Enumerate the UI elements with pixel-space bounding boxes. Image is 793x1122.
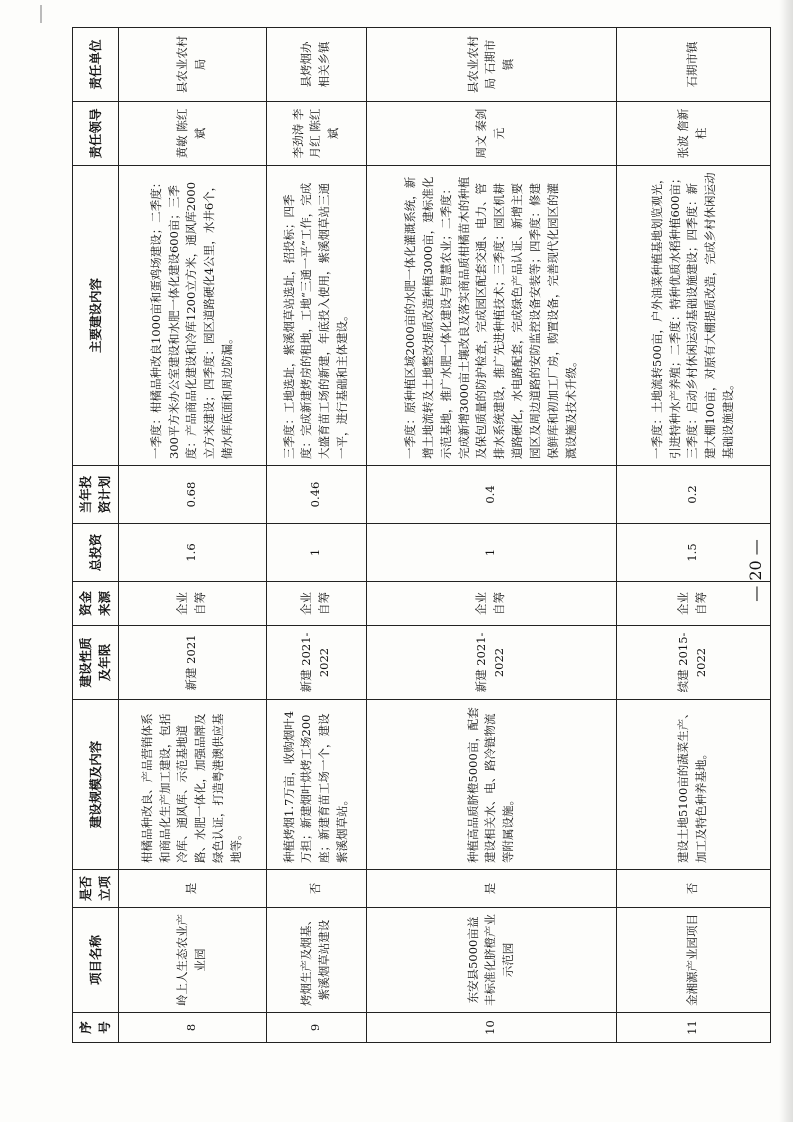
cell-annual: 0.68 [118,466,266,524]
cell-leader: 张波 詹新柱 [616,102,770,166]
header-annual: 当年投资计划 [73,466,119,524]
scan-edge-shadow [779,0,793,1122]
header-main: 主要建设内容 [73,166,119,466]
cell-annual: 0.4 [366,466,616,524]
header-leader: 责任领导 [73,102,119,166]
cell-leader: 黄敏 陈红斌 [118,102,266,166]
cell-scale: 种植高品质脐橙5000亩，配套建设相关水、电、路冷链物流等附属设施。 [366,700,616,870]
cell-main: 三季度：工地选址，紫溪烟草站选址，招投标；四季度：完成新建烤房的租地，工地“三通一平”工作，完成大盛育苗工场的新建，年底投入使用，紫溪烟草站三通一平，进行基础和主体建设。 [266,166,366,466]
cell-main: 一季度：原种植区域2000亩的水肥一体化灌溉系统，新增土地流转及土地整改提质改造种植3000亩，建标准化示范基地，推广水肥一体化建设与智慧农业；二季度：完成新增3000亩土壤改良及落实商品质柑橘苗木的种植及保包质量的防护检查，完成园区配套交通、电力、管排水系统建设，推广先进种植技术；三季度：园区机耕道路硬化，水电路配套，完成绿色产品认证、新增主要园区及周边道路的安防监控设备安装等；四季度：修建保鲜库和初加工厂房，购置设备，完善现代化园区的灌溉设施及技术升级。 [366,166,616,466]
cell-nature: 新建 2021 [118,626,266,700]
cell-approved: 否 [266,870,366,908]
cell-total: 1.5 [616,524,770,582]
cell-name: 金湘源产业园项目 [616,908,770,1013]
cell-total: 1.6 [118,524,266,582]
cell-name: 东安县5000亩益丰标准化脐橙产业示范园 [366,908,616,1013]
cell-unit: 县烤烟办 相关乡镇 [266,28,366,102]
cell-nature: 新建 2021-2022 [266,626,366,700]
cell-total: 1 [266,524,366,582]
cell-main: 一季度：土地流转500亩，户外油菜种植基地划览观光，引进特种水产养殖；二季度：特种优质水稻种植600亩；三季度：启动乡村休闲运动基础设施建设；四季度：新建大棚100亩，对原有大棚提质改造，完成乡村休闲运动基础设施建设。 [616,166,770,466]
header-approved: 是否立项 [73,870,119,908]
header-total: 总投资 [73,524,119,582]
scan-mark [40,5,42,23]
page-number [735,540,775,600]
header-no: 序号 [73,1013,119,1043]
cell-no: 11 [616,1013,770,1043]
table-row [616,28,770,1043]
cell-source: 企业自筹 [266,582,366,626]
table-row [118,28,266,1043]
cell-no: 9 [266,1013,366,1043]
cell-approved: 否 [616,870,770,908]
cell-approved: 是 [366,870,616,908]
cell-unit: 石期市镇 [616,28,770,102]
cell-source: 企业自筹 [366,582,616,626]
project-table [72,27,771,1043]
cell-nature: 续建 2015-2022 [616,626,770,700]
header-nature: 建设性质及年限 [73,626,119,700]
table-row [266,28,366,1043]
rotated-table-frame [72,28,766,1043]
cell-total: 1 [366,524,616,582]
cell-main: 一季度：柑橘品种改良1000亩和蛋鸡场建设；二季度：300平方米办公室建设和水肥一体化建设600亩；三季度：产品商品化建设和冷库1200立方米，通风库2000立方米建设；四季度：园区道路硬化4公里，水井6个，储水库底面和周边防漏。 [118,166,266,466]
cell-scale: 种植烤烟1.7万亩，收购烟叶4万担；新建烟叶烘烤工场200座；新建育苗工场一个，建设紫溪烟草站。 [266,700,366,870]
cell-annual: 0.46 [266,466,366,524]
header-source: 资金来源 [73,582,119,626]
table-header-row [73,28,119,1043]
header-name: 项目名称 [73,908,119,1013]
table-row [366,28,616,1043]
header-scale: 建设规模及内容 [73,700,119,870]
cell-unit: 县农业农村局 [118,28,266,102]
rotated-table-wrapper [72,28,766,1043]
cell-no: 8 [118,1013,266,1043]
header-unit: 责任单位 [73,28,119,102]
cell-source: 企业自筹 [616,582,770,626]
page-number-text: — 20 — [745,538,765,602]
cell-scale: 柑橘品种改良、产品营销体系和商品化生产加工建设，包括冷库、通风库、示范基地道路、水肥一体化，加强品牌及绿色认证，打造粤港澳供应基地等。 [118,700,266,870]
cell-name: 烤烟生产及烟基、紫溪烟草站建设 [266,908,366,1013]
cell-name: 岭上人生态农业产业园 [118,908,266,1013]
cell-nature: 新建 2021-2022 [366,626,616,700]
cell-source: 企业自筹 [118,582,266,626]
cell-leader: 李劲涛 李月红 陈红斌 [266,102,366,166]
cell-leader: 周文 秦剑元 [366,102,616,166]
cell-no: 10 [366,1013,616,1043]
cell-unit: 县农业农村局 石期市镇 [366,28,616,102]
cell-approved: 是 [118,870,266,908]
cell-scale: 建设土地5100亩的蔬菜生产、加工及特色种养基地。 [616,700,770,870]
cell-annual: 0.2 [616,466,770,524]
